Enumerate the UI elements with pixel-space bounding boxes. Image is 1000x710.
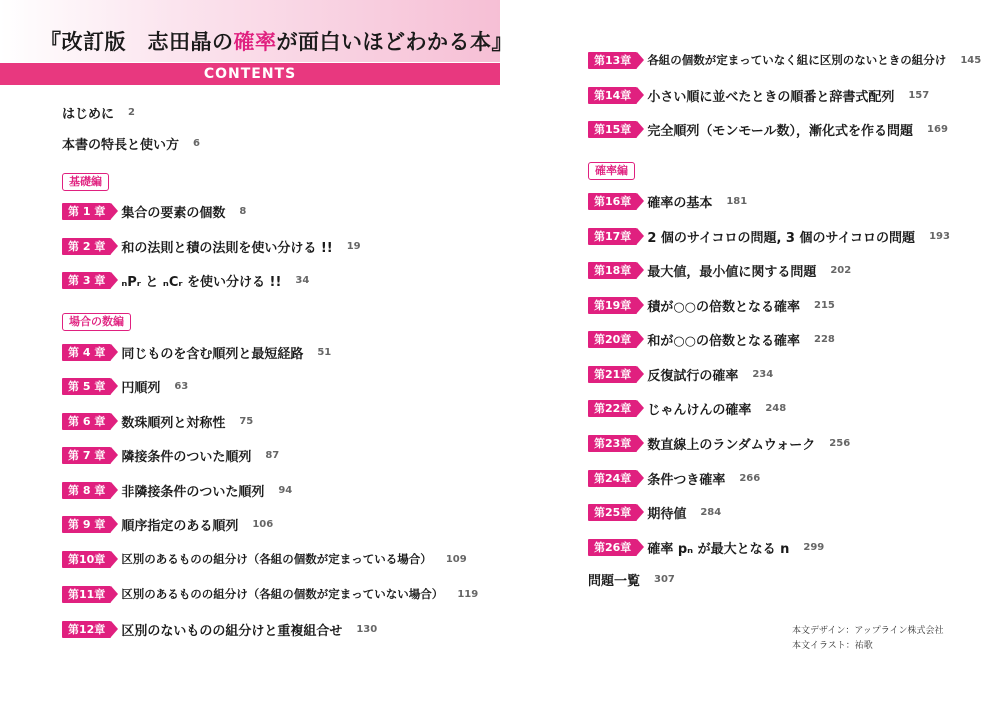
page-number: 256 <box>829 437 851 449</box>
chapter-entry[interactable] <box>62 411 253 431</box>
chapter-badge: 第24章 <box>588 470 637 487</box>
chapter-entry[interactable] <box>588 468 760 488</box>
page-number: 266 <box>739 472 761 484</box>
chapter-entry[interactable] <box>588 537 824 557</box>
chapter-badge: 第26章 <box>588 539 637 556</box>
book-title-suffix: が面白いほどわかる本』 <box>276 30 513 54</box>
chapter-entry[interactable] <box>62 201 246 221</box>
chapter-entry[interactable] <box>588 119 948 139</box>
chapter-title: 積が○○の倍数となる確率 <box>647 299 800 315</box>
page-number: 51 <box>317 346 332 358</box>
chapter-badge: 第 6 章 <box>62 413 111 430</box>
page-number: 106 <box>252 518 274 530</box>
chapter-badge: 第 3 章 <box>62 272 111 289</box>
page-number: 8 <box>239 205 247 217</box>
chapter-title: 条件つき確率 <box>647 472 726 488</box>
credit-design: 本文デザイン：アップライン株式会社 <box>792 626 944 636</box>
page-number: 193 <box>929 230 950 242</box>
section-tag-basics: 基礎編 <box>62 173 109 191</box>
chapter-title: 同じものを含む順列と最短経路 <box>121 346 304 362</box>
chapter-title: 和の法則と積の法則を使い分ける !! <box>121 240 333 256</box>
book-title <box>40 26 513 56</box>
page-number: 181 <box>726 195 748 207</box>
entry-title: 問題一覧 <box>588 573 641 589</box>
book-title-accent: 確率 <box>233 30 277 54</box>
page-number: 202 <box>830 264 852 276</box>
page-number: 119 <box>457 588 479 600</box>
chapter-entry[interactable] <box>62 480 292 500</box>
chapter-badge: 第13章 <box>588 52 637 69</box>
chapter-entry[interactable] <box>62 270 309 290</box>
chapter-title: 非隣接条件のついた順列 <box>121 484 265 500</box>
chapter-title: じゃんけんの確率 <box>647 402 752 418</box>
chapter-title: 2 個のサイコロの問題, 3 個のサイコロの問題 <box>647 230 916 246</box>
chapter-entry[interactable] <box>62 376 188 396</box>
chapter-title: 数珠順列と対称性 <box>121 415 226 431</box>
front-matter-item[interactable] <box>62 102 135 122</box>
credit-illustration: 本文イラスト：祐歌 <box>792 641 873 651</box>
chapter-entry[interactable] <box>588 50 981 70</box>
section-tag-probability: 確率編 <box>588 162 635 180</box>
chapter-title: 隣接条件のついた順列 <box>121 449 252 465</box>
chapter-badge: 第 9 章 <box>62 516 111 533</box>
chapter-badge: 第 2 章 <box>62 238 111 255</box>
chapter-badge: 第23章 <box>588 435 637 452</box>
chapter-title: 和が○○の倍数となる確率 <box>647 333 800 349</box>
chapter-entry[interactable] <box>62 236 361 256</box>
chapter-badge: 第20章 <box>588 331 637 348</box>
entry-title: はじめに <box>62 106 115 122</box>
chapter-entry[interactable] <box>62 619 377 639</box>
entry-title: 本書の特長と使い方 <box>62 137 180 153</box>
chapter-entry[interactable] <box>588 260 851 280</box>
page-number: 169 <box>927 123 948 135</box>
chapter-badge: 第17章 <box>588 228 637 245</box>
chapter-badge: 第 5 章 <box>62 378 111 395</box>
chapter-entry[interactable] <box>62 549 467 569</box>
page-number: 87 <box>265 449 280 461</box>
chapter-title: 最大値，最小値に関する問題 <box>647 264 817 280</box>
chapter-title: 円順列 <box>121 380 161 396</box>
chapter-entry[interactable] <box>588 398 786 418</box>
chapter-badge: 第16章 <box>588 193 637 210</box>
chapter-badge: 第 1 章 <box>62 203 111 220</box>
chapter-badge: 第11章 <box>62 586 111 603</box>
page-number: 130 <box>356 623 378 635</box>
page-number: 307 <box>654 573 675 585</box>
page-number: 228 <box>814 333 835 345</box>
page-number: 6 <box>193 137 200 149</box>
page-number: 248 <box>765 402 787 414</box>
page-number: 19 <box>346 240 361 252</box>
chapter-badge: 第21章 <box>588 366 637 383</box>
chapter-entry[interactable] <box>588 191 747 211</box>
chapter-title: 数直線上のランダムウォーク <box>647 437 816 453</box>
chapter-title: 小さい順に並べたときの順番と辞書式配列 <box>647 89 895 105</box>
chapter-badge: 第25章 <box>588 504 637 521</box>
chapter-entry[interactable] <box>62 445 279 465</box>
chapter-badge: 第15章 <box>588 121 637 138</box>
page-number: 2 <box>128 106 135 118</box>
back-matter-item[interactable] <box>588 569 675 589</box>
chapter-title: 確率の基本 <box>647 195 713 211</box>
page-number: 94 <box>278 484 293 496</box>
chapter-title: 完全順列（モンモール数），漸化式を作る問題 <box>647 123 914 139</box>
section-tag-counting: 場合の数編 <box>62 313 131 331</box>
page-number: 284 <box>700 506 722 518</box>
chapter-title: 反復試行の確率 <box>647 368 739 384</box>
page-number: 109 <box>445 553 467 565</box>
chapter-title: 区別のあるものの組分け（各組の個数が定まっていない場合） <box>121 587 444 601</box>
chapter-entry[interactable] <box>588 364 773 384</box>
chapter-badge: 第19章 <box>588 297 637 314</box>
chapter-badge: 第10章 <box>62 551 111 568</box>
chapter-title: 確率 pₙ が最大となる n <box>647 541 790 557</box>
chapter-badge: 第 8 章 <box>62 482 111 499</box>
contents-heading: CONTENTS <box>0 63 500 85</box>
page-number: 145 <box>960 54 982 66</box>
chapter-badge: 第 7 章 <box>62 447 111 464</box>
chapter-entry[interactable] <box>588 502 721 522</box>
credits <box>792 624 943 654</box>
chapter-title: ₙPᵣ と ₙCᵣ を使い分ける !! <box>121 274 282 290</box>
chapter-badge: 第18章 <box>588 262 637 279</box>
chapter-badge: 第14章 <box>588 87 637 104</box>
chapter-entry[interactable] <box>62 584 478 604</box>
page-number: 299 <box>803 541 825 553</box>
chapter-badge: 第22章 <box>588 400 637 417</box>
chapter-title: 集合の要素の個数 <box>121 205 226 221</box>
chapter-title: 区別のないものの組分けと重複組合せ <box>121 623 343 639</box>
chapter-title: 順序指定のある順列 <box>121 518 239 534</box>
page-number: 63 <box>174 380 189 392</box>
chapter-title: 各組の個数が定まっていなく組に区別のないときの組分け <box>647 53 947 67</box>
chapter-entry[interactable] <box>588 433 850 453</box>
page-number: 75 <box>239 415 254 427</box>
chapter-entry[interactable] <box>588 85 929 105</box>
front-matter-item[interactable] <box>62 133 200 153</box>
chapter-entry[interactable] <box>588 295 835 315</box>
chapter-badge: 第12章 <box>62 621 111 638</box>
page-number: 34 <box>295 274 310 286</box>
page-number: 215 <box>814 299 835 311</box>
chapter-entry[interactable] <box>62 342 331 362</box>
page-number: 157 <box>908 89 930 101</box>
chapter-badge: 第 4 章 <box>62 344 111 361</box>
book-title-prefix: 『改訂版 志田晶の <box>40 30 234 54</box>
chapter-entry[interactable] <box>588 226 950 246</box>
chapter-title: 期待値 <box>647 506 687 522</box>
page-number: 234 <box>752 368 774 380</box>
chapter-entry[interactable] <box>62 514 273 534</box>
chapter-entry[interactable] <box>588 329 835 349</box>
chapter-title: 区別のあるものの組分け（各組の個数が定まっている場合） <box>121 552 432 566</box>
